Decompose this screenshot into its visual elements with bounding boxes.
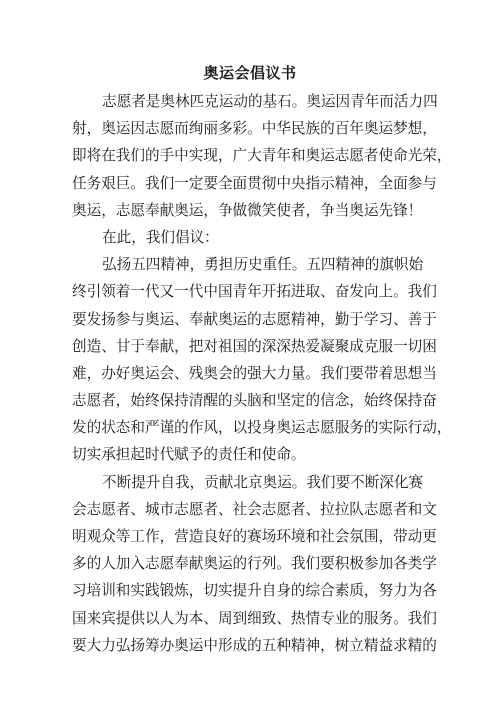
paragraph-line: 要大力弘扬筹办奥运中形成的五种精神，树立精益求精的 [72,636,437,654]
paragraph-line: 在此，我们倡议： [102,228,219,246]
paragraph-line: 切实承担起时代赋予的责任和使命。 [72,446,306,464]
paragraph-line: 难，办好奥运会、残奥会的强大力量。我们要带着思想当 [72,364,437,382]
paragraph-line: 习培训和实践锻炼，切实提升自身的综合素质，努力为各 [72,582,437,600]
paragraph-line: 即将在我们的手中实现，广大青年和奥运志愿者使命光荣， [72,147,452,165]
document-body [72,88,452,659]
paragraph-line: 志愿者是奥林匹克运动的基石。奥运因青年而活力四 [102,93,438,110]
paragraph-line: 任务艰巨。我们一定要全面贯彻中央指示精神，全面参与 [72,174,437,192]
document-title: 奥运会倡议书 [203,64,297,82]
paragraph-line: 创造、甘于奉献，把对祖国的深深热爱凝聚成克服一切困 [72,337,437,355]
paragraph-line: 多的人加入志愿奉献奥运的行列。我们要积极参加各类学 [72,555,437,573]
paragraph-line: 射，奥运因志愿而绚丽多彩。中华民族的百年奥运梦想， [72,120,437,138]
paragraph-line: 奥运，志愿奉献奥运，争做微笑使者，争当奥运先锋！ [72,201,423,219]
paragraph-line: 明观众等工作，营造良好的赛场环境和社会氛围，带动更 [72,528,437,545]
paragraph-line: 国来宾提供以人为本、周到细致、热情专业的服务。我们 [72,609,437,627]
paragraph-line: 终引领着一代又一代中国青年开拓进取、奋发向上。我们 [72,283,437,301]
paragraph-line: 会志愿者、城市志愿者、社会志愿者、拉拉队志愿者和文 [72,500,437,518]
paragraph-line: 要发扬参与奥运、奉献奥运的志愿精神，勤于学习、善于 [72,310,437,328]
paragraph-line: 志愿者，始终保持清醒的头脑和坚定的信念，始终保持奋 [72,392,437,410]
paragraph-line: 弘扬五四精神，勇担历史重任。五四精神的旗帜始 [102,256,424,274]
paragraph-line: 不断提升自我，贡献北京奥运。我们要不断深化赛 [102,473,424,491]
paragraph-line: 发的状态和严谨的作风，以投身奥运志愿服务的实际行动， [72,419,452,437]
